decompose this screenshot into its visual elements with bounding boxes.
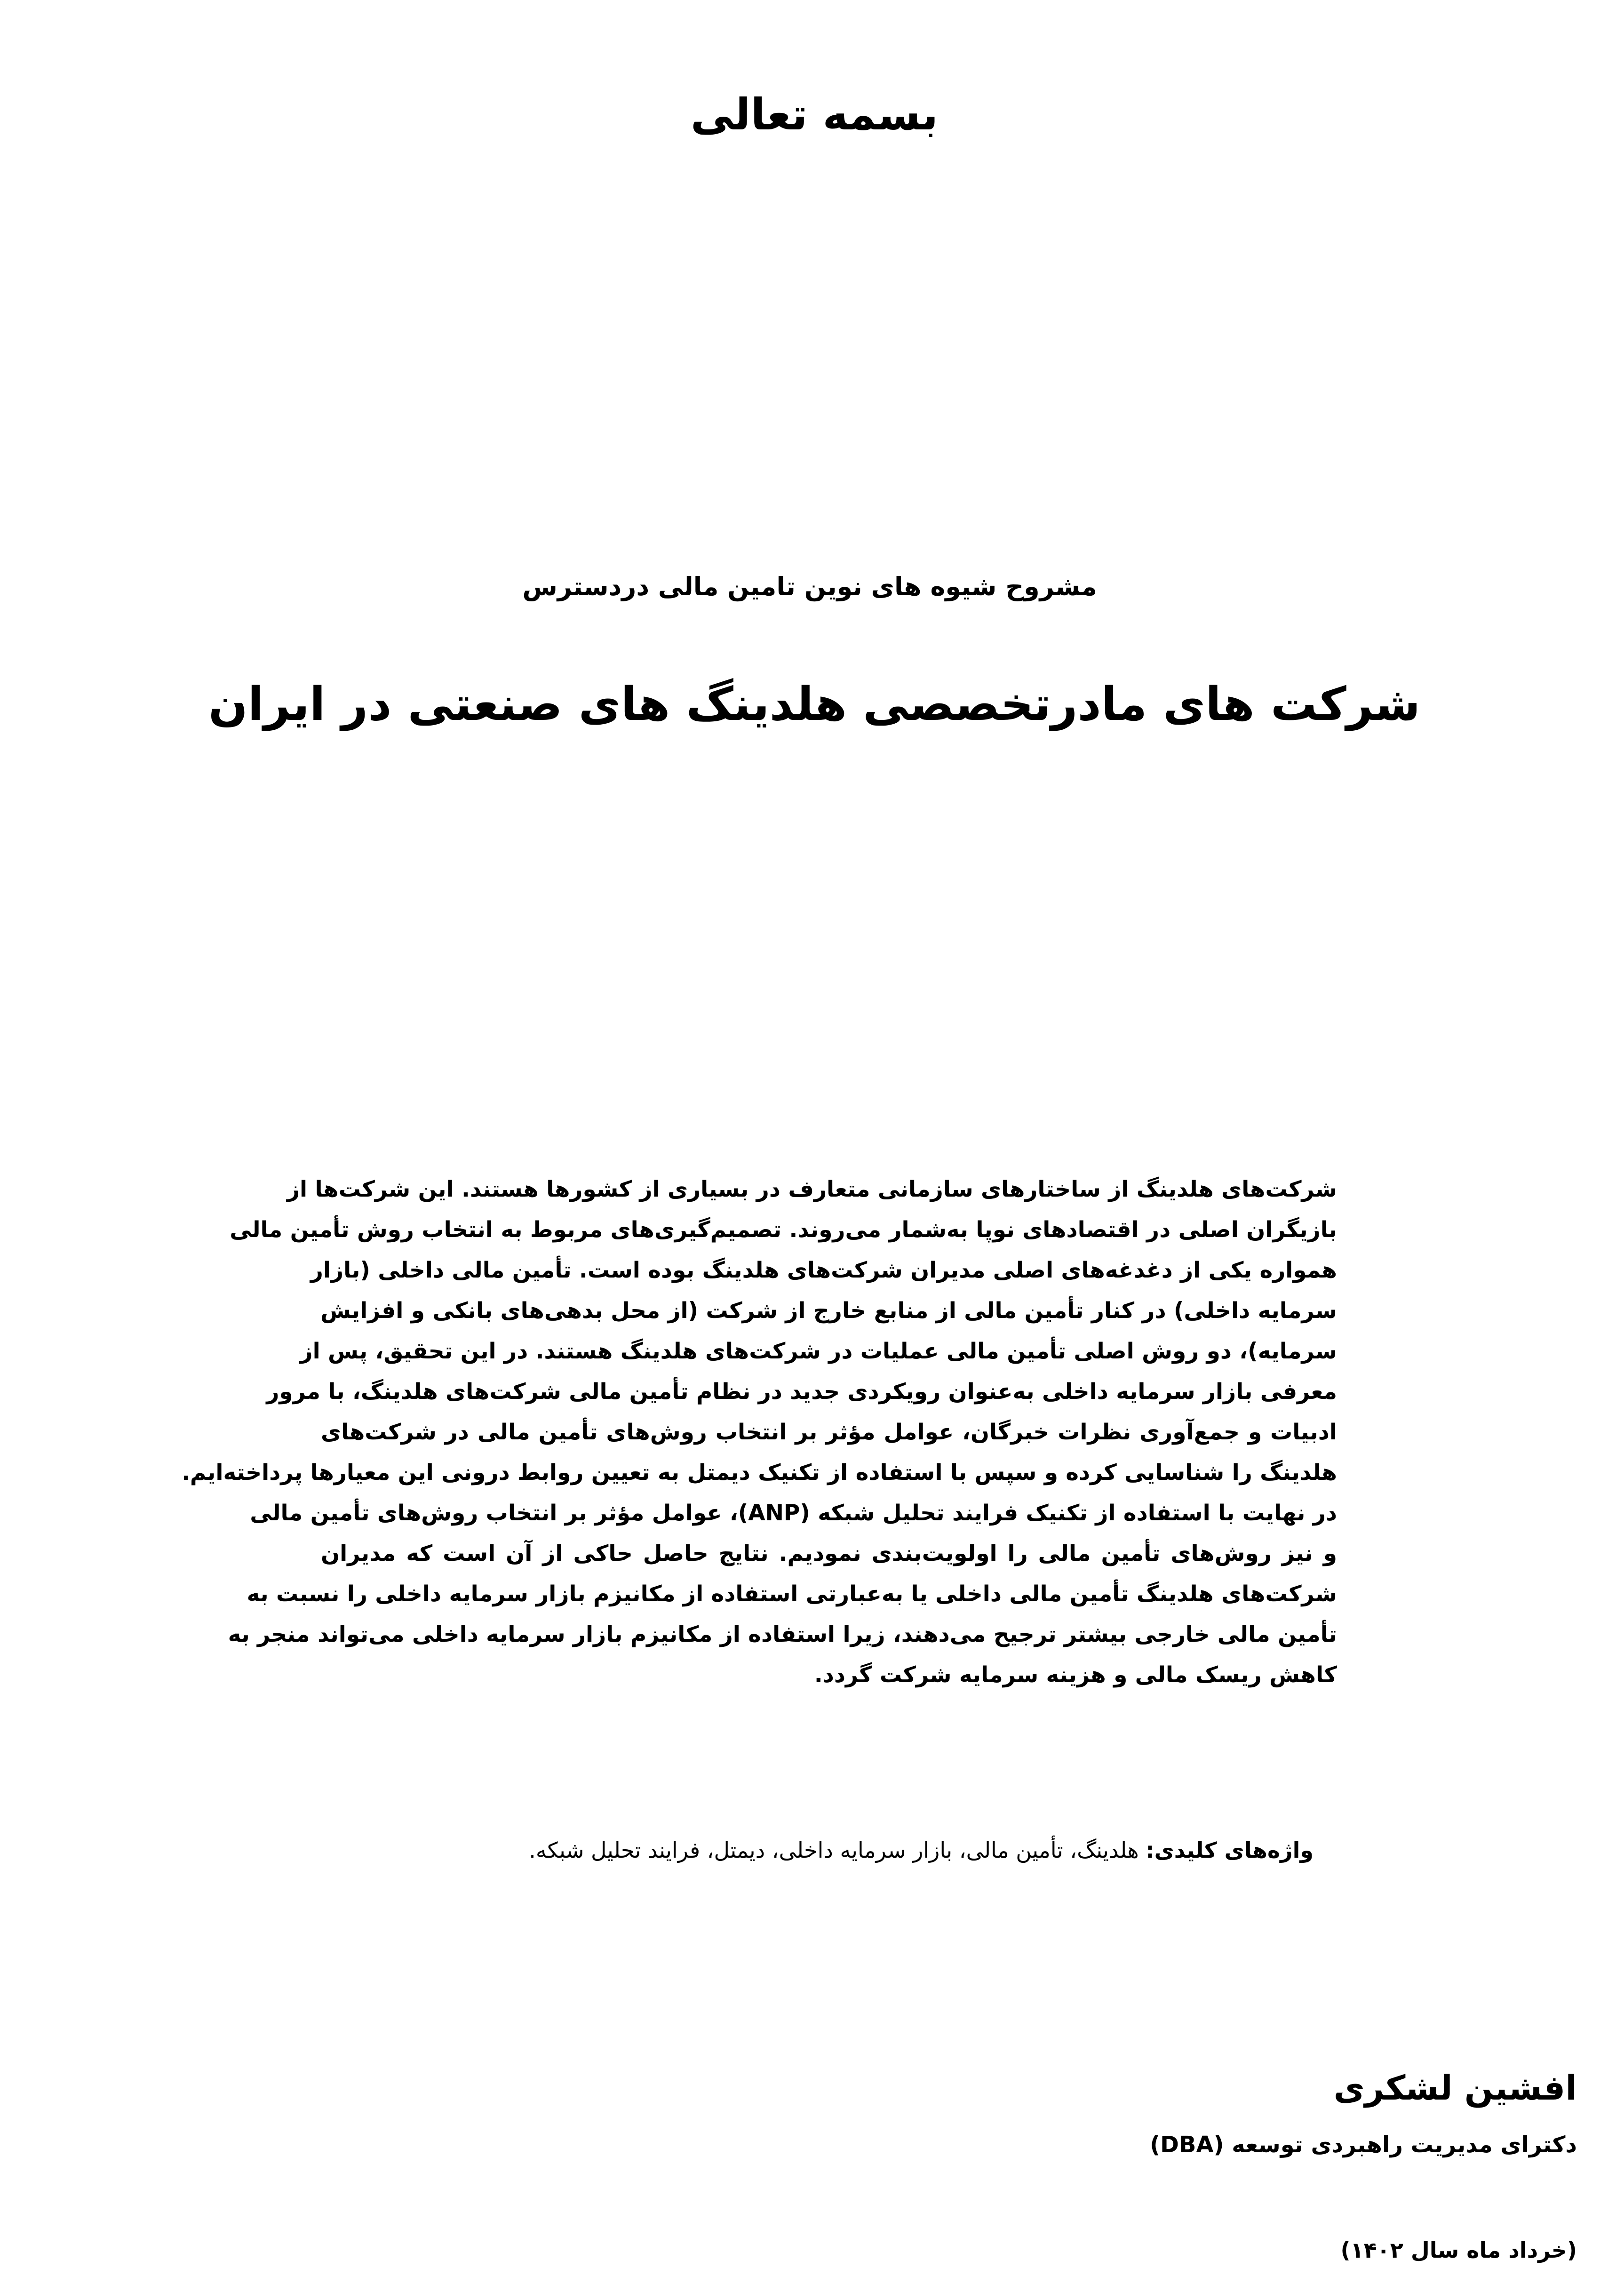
abstract-line: شرکت‌های هلدینگ از ساختارهای سازمانی متعارف در بسیاری از کشورها هستند. این شرکت‌ها از bbox=[287, 1176, 1337, 1202]
invocation-heading: بسمه تعالی bbox=[690, 89, 939, 140]
abstract-line: همواره یکی از دغدغه‌های اصلی مدیران شرکت‌های هلدینگ بوده است. تأمین مالی داخلی (بازار bbox=[310, 1257, 1337, 1283]
abstract-line: بازیگران اصلی در اقتصادهای نوپا به‌شمار می‌روند. تصمیم‌گیری‌های مربوط به انتخاب روش تأمین مالی bbox=[230, 1217, 1337, 1243]
keywords bbox=[529, 1837, 1314, 1863]
document-title: شرکت های مادرتخصصی هلدینگ های صنعتی در ایران bbox=[208, 678, 1421, 731]
abstract-line: در نهایت با استفاده از تکنیک فرایند تحلیل شبکه (ANP)، عوامل مؤثر بر انتخاب روش‌های تأمین مالی bbox=[250, 1500, 1337, 1526]
document-subtitle: مشروح شیوه های نوین تامین مالی دردسترس bbox=[522, 572, 1097, 601]
keywords-text: هلدینگ، تأمین مالی، بازار سرمایه داخلی، دیمتل، فرایند تحلیل شبکه. bbox=[529, 1837, 1146, 1863]
author-name: افشین لشکری bbox=[1333, 2068, 1577, 2108]
abstract-line: ادبیات و جمع‌آوری نظرات خبرگان، عوامل مؤثر بر انتخاب روش‌های تأمین مالی در شرکت‌های bbox=[321, 1419, 1337, 1445]
document-date: (خرداد ماه سال ۱۴۰۲) bbox=[1340, 2237, 1577, 2263]
abstract-line: معرفی بازار سرمایه داخلی به‌عنوان رویکردی جدید در نظام تأمین مالی شرکت‌های هلدینگ، با مرور bbox=[266, 1379, 1337, 1405]
abstract-line: تأمین مالی خارجی بیشتر ترجیح می‌دهند، زیرا استفاده از مکانیزم بازار سرمایه داخلی می‌تواند منجر به bbox=[228, 1621, 1337, 1647]
abstract bbox=[182, 1169, 1337, 1695]
abstract-line: کاهش ریسک مالی و هزینه سرمایه شرکت گردد. bbox=[814, 1662, 1337, 1688]
keywords-label: واژه‌های کلیدی: bbox=[1146, 1837, 1314, 1863]
abstract-line: و نیز روش‌های تأمین مالی را اولویت‌بندی نمودیم. نتایج حاصل حاکی از آن است که مدیران bbox=[321, 1541, 1337, 1566]
author-degree: دکترای مدیریت راهبردی توسعه (DBA) bbox=[1150, 2132, 1577, 2158]
abstract-line: شرکت‌های هلدینگ تأمین مالی داخلی یا به‌عبارتی استفاده از مکانیزم بازار سرمایه داخلی را نسبت به bbox=[247, 1581, 1337, 1607]
abstract-line: سرمایه)، دو روش اصلی تأمین مالی عملیات در شرکت‌های هلدینگ هستند. در این تحقیق، پس از bbox=[300, 1338, 1337, 1364]
abstract-line: سرمایه داخلی) در کنار تأمین مالی از منابع خارج از شرکت (از محل بدهی‌های بانکی و افزایش bbox=[320, 1298, 1337, 1324]
abstract-line: هلدینگ را شناسایی کرده و سپس با استفاده از تکنیک دیمتل به تعیین روابط درونی این معیارها پرداخته‌ایم. bbox=[182, 1460, 1337, 1485]
